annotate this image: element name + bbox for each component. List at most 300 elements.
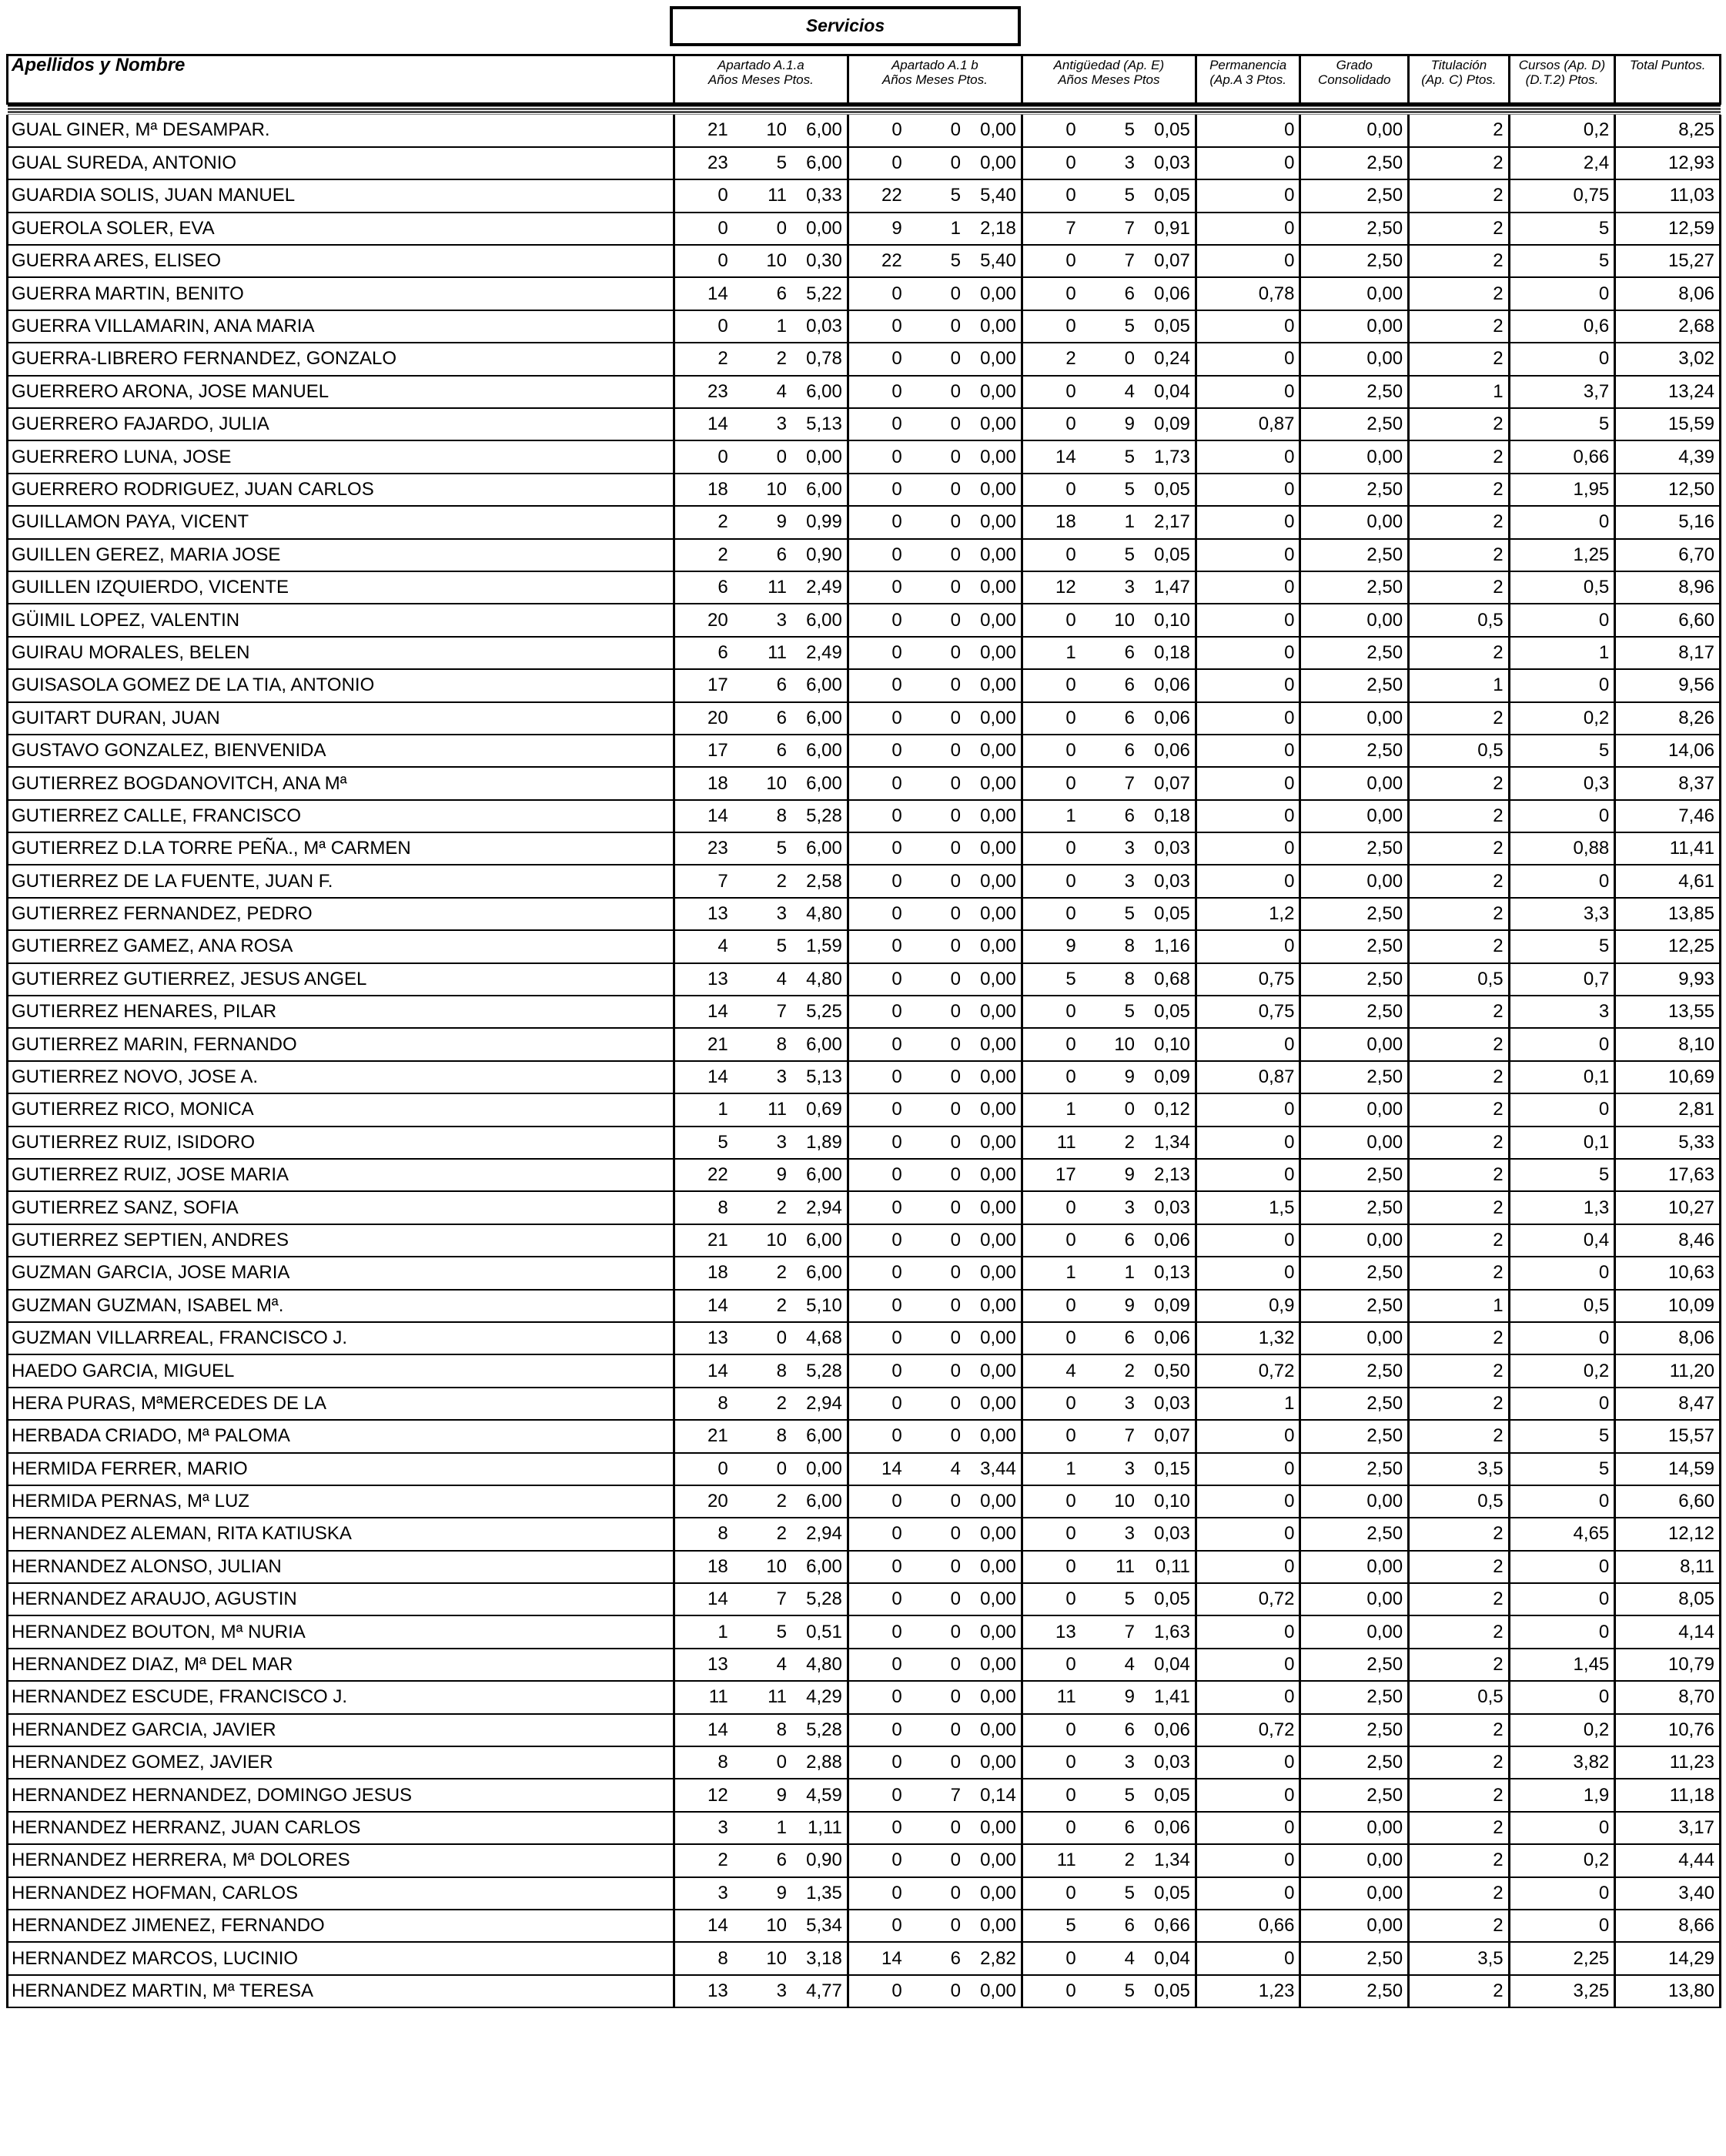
cell-value: 6,00 <box>791 376 848 408</box>
cell-value: 0 <box>1509 1388 1615 1420</box>
cell-value: 0 <box>907 1388 965 1420</box>
cell-value: 20 <box>674 702 732 735</box>
cell-value: 4 <box>733 376 791 408</box>
cell-value: 4,14 <box>1615 1615 1721 1648</box>
cell-value: 11 <box>1022 1844 1080 1876</box>
cell-value: 22 <box>848 245 906 277</box>
cell-value: 2 <box>1409 343 1510 375</box>
cell-value: 0,06 <box>1139 702 1196 735</box>
cell-value: 5 <box>1509 1159 1615 1191</box>
cell-value: 1 <box>1022 637 1080 669</box>
table-row <box>8 1354 1721 1387</box>
cell-value: 2 <box>1409 1257 1510 1289</box>
cell-value: 2 <box>1409 1354 1510 1387</box>
cell-value: 2 <box>1081 1354 1139 1387</box>
cell-value: 2,49 <box>791 571 848 604</box>
cell-value: 5 <box>1081 115 1139 147</box>
cell-value: 0,00 <box>965 604 1022 636</box>
cell-value: 21 <box>674 1028 732 1060</box>
cell-value: 11,18 <box>1615 1779 1721 1811</box>
cell-value: 0,00 <box>791 440 848 473</box>
cell-value: 0 <box>1196 1844 1300 1876</box>
cell-value: 5 <box>907 179 965 212</box>
cell-value: 6,00 <box>791 1551 848 1583</box>
cell-value: 0,00 <box>965 1485 1022 1518</box>
cell-name: GUTIERREZ SEPTIEN, ANDRES <box>8 1224 674 1257</box>
cell-value: 8 <box>674 1191 732 1224</box>
cell-value: 5 <box>1022 1910 1080 1942</box>
cell-value: 5 <box>1509 1420 1615 1452</box>
table-row <box>8 1093 1721 1126</box>
cell-value: 0,00 <box>1300 1844 1409 1876</box>
cell-value: 4 <box>674 930 732 962</box>
cell-value: 0,05 <box>1139 474 1196 506</box>
cell-value: 10 <box>1081 1028 1139 1060</box>
cell-value: 5 <box>1081 310 1139 343</box>
table-row <box>8 930 1721 962</box>
cell-value: 0,00 <box>1300 1485 1409 1518</box>
cell-value: 0,2 <box>1509 1844 1615 1876</box>
cell-value: 5,28 <box>791 1354 848 1387</box>
cell-value: 0,00 <box>965 669 1022 701</box>
cell-value: 3,40 <box>1615 1877 1721 1910</box>
cell-value: 0,00 <box>965 1615 1022 1648</box>
cell-value: 0 <box>1196 1257 1300 1289</box>
cell-value: 5 <box>1509 213 1615 245</box>
cell-value: 2,50 <box>1300 1649 1409 1681</box>
table-row <box>8 1518 1721 1550</box>
cell-value: 0,00 <box>1300 1615 1409 1648</box>
cell-value: 2 <box>1409 865 1510 897</box>
cell-value: 2 <box>733 1191 791 1224</box>
cell-value: 0 <box>1022 1290 1080 1322</box>
cell-value: 0 <box>848 930 906 962</box>
cell-value: 0,00 <box>965 1812 1022 1844</box>
cell-value: 0 <box>907 506 965 538</box>
cell-value: 11 <box>1022 1127 1080 1159</box>
cell-value: 0,00 <box>965 571 1022 604</box>
cell-value: 0 <box>1196 832 1300 865</box>
cell-value: 0,00 <box>965 1649 1022 1681</box>
cell-value: 0 <box>674 245 732 277</box>
cell-value: 0,06 <box>1139 669 1196 701</box>
cell-value: 0,03 <box>1139 147 1196 179</box>
cell-value: 2,50 <box>1300 996 1409 1028</box>
cell-value: 0 <box>1022 1812 1080 1844</box>
cell-value: 0 <box>907 408 965 440</box>
cell-value: 2,25 <box>1509 1942 1615 1974</box>
cell-value: 0,00 <box>965 865 1022 897</box>
cell-value: 2 <box>674 506 732 538</box>
cell-value: 0 <box>848 604 906 636</box>
cell-value: 0 <box>1196 767 1300 799</box>
cell-value: 0,03 <box>1139 865 1196 897</box>
cell-value: 3 <box>674 1877 732 1910</box>
cell-value: 2 <box>1081 1844 1139 1876</box>
cell-value: 0 <box>1022 1518 1080 1550</box>
cell-value: 0,05 <box>1139 1583 1196 1615</box>
table-row <box>8 376 1721 408</box>
cell-value: 6 <box>1081 1910 1139 1942</box>
cell-value: 20 <box>674 1485 732 1518</box>
cell-value: 15,59 <box>1615 408 1721 440</box>
cell-name: HERNANDEZ HERRANZ, JUAN CARLOS <box>8 1812 674 1844</box>
cell-value: 1,2 <box>1196 898 1300 930</box>
cell-value: 0 <box>848 1191 906 1224</box>
table-row <box>8 179 1721 212</box>
cell-value: 5,13 <box>791 408 848 440</box>
table-row <box>8 1649 1721 1681</box>
table-row <box>8 1975 1721 2007</box>
cell-value: 2,50 <box>1300 963 1409 996</box>
cell-value: 0,1 <box>1509 1127 1615 1159</box>
cell-value: 0 <box>1022 865 1080 897</box>
cell-value: 0,78 <box>1196 277 1300 310</box>
cell-value: 0 <box>848 832 906 865</box>
table-row <box>8 1388 1721 1420</box>
cell-value: 0,78 <box>791 343 848 375</box>
cell-value: 2,49 <box>791 637 848 669</box>
cell-value: 0,00 <box>965 996 1022 1028</box>
cell-value: 0 <box>907 115 965 147</box>
cell-value: 21 <box>674 115 732 147</box>
cell-value: 0,9 <box>1196 1290 1300 1322</box>
cell-value: 8,46 <box>1615 1224 1721 1257</box>
cell-value: 8 <box>733 1354 791 1387</box>
cell-value: 2,50 <box>1300 669 1409 701</box>
cell-value: 0,2 <box>1509 702 1615 735</box>
cell-value: 5 <box>1509 735 1615 767</box>
cell-value: 2 <box>1409 767 1510 799</box>
cell-value: 0 <box>907 1485 965 1518</box>
scores-table <box>6 54 1721 2008</box>
cell-value: 2,50 <box>1300 179 1409 212</box>
cell-value: 1,47 <box>1139 571 1196 604</box>
cell-value: 2,50 <box>1300 213 1409 245</box>
cell-value: 4 <box>1081 1649 1139 1681</box>
cell-value: 0 <box>907 1322 965 1354</box>
cell-value: 11 <box>1081 1551 1139 1583</box>
cell-value: 1,89 <box>791 1127 848 1159</box>
cell-value: 6,00 <box>791 702 848 735</box>
cell-value: 10,76 <box>1615 1714 1721 1746</box>
cell-value: 0 <box>1196 930 1300 962</box>
cell-value: 3 <box>733 1127 791 1159</box>
cell-value: 14 <box>674 1910 732 1942</box>
cell-name: GUZMAN VILLARREAL, FRANCISCO J. <box>8 1322 674 1354</box>
cell-value: 0 <box>848 669 906 701</box>
cell-value: 0 <box>848 1910 906 1942</box>
cell-value: 6,00 <box>791 474 848 506</box>
cell-value: 6,00 <box>791 832 848 865</box>
cell-name: GUTIERREZ SANZ, SOFIA <box>8 1191 674 1224</box>
cell-value: 6,00 <box>791 115 848 147</box>
cell-value: 3 <box>1081 1453 1139 1485</box>
cell-value: 6 <box>733 702 791 735</box>
cell-value: 6,00 <box>791 735 848 767</box>
cell-value: 5 <box>1081 996 1139 1028</box>
cell-name: HERNANDEZ MARTIN, Mª TERESA <box>8 1975 674 2007</box>
cell-value: 2 <box>1409 898 1510 930</box>
table-row <box>8 1061 1721 1093</box>
cell-value: 5,16 <box>1615 506 1721 538</box>
cell-value: 0 <box>907 1354 965 1387</box>
cell-value: 7 <box>1022 213 1080 245</box>
cell-value: 0 <box>1081 1093 1139 1126</box>
cell-value: 8 <box>733 1714 791 1746</box>
cell-value: 13,24 <box>1615 376 1721 408</box>
cell-value: 0,10 <box>1139 1028 1196 1060</box>
table-row <box>8 147 1721 179</box>
cell-value: 2 <box>733 1388 791 1420</box>
cell-value: 2 <box>1409 1093 1510 1126</box>
cell-value: 5 <box>733 147 791 179</box>
cell-value: 5,40 <box>965 245 1022 277</box>
cell-value: 0,04 <box>1139 1649 1196 1681</box>
cell-value: 0 <box>1022 898 1080 930</box>
cell-value: 0 <box>848 1388 906 1420</box>
cell-value: 0 <box>733 1322 791 1354</box>
cell-value: 0 <box>1196 800 1300 832</box>
cell-value: 0 <box>907 440 965 473</box>
cell-value: 0 <box>848 702 906 735</box>
cell-value: 5,22 <box>791 277 848 310</box>
cell-value: 6,00 <box>791 1485 848 1518</box>
cell-value: 0 <box>848 1975 906 2007</box>
cell-value: 0,00 <box>965 1224 1022 1257</box>
cell-value: 0 <box>1196 1127 1300 1159</box>
cell-value: 3 <box>1081 832 1139 865</box>
cell-value: 0 <box>848 1093 906 1126</box>
cell-value: 0 <box>848 440 906 473</box>
header-name: Apellidos y Nombre <box>8 55 674 104</box>
cell-value: 5 <box>907 245 965 277</box>
cell-value: 0 <box>907 474 965 506</box>
cell-value: 0 <box>1022 1583 1080 1615</box>
cell-value: 21 <box>674 1420 732 1452</box>
cell-value: 4 <box>1022 1354 1080 1387</box>
cell-value: 0 <box>1022 1877 1080 1910</box>
cell-value: 0 <box>1196 1649 1300 1681</box>
cell-value: 0 <box>1022 735 1080 767</box>
cell-value: 0,00 <box>965 898 1022 930</box>
cell-value: 0 <box>848 1257 906 1289</box>
cell-name: HERMIDA PERNAS, Mª LUZ <box>8 1485 674 1518</box>
cell-value: 4 <box>907 1453 965 1485</box>
cell-value: 3 <box>1081 147 1139 179</box>
cell-value: 14 <box>674 1354 732 1387</box>
cell-value: 3,82 <box>1509 1746 1615 1779</box>
cell-value: 0,2 <box>1509 1354 1615 1387</box>
cell-value: 14 <box>1022 440 1080 473</box>
cell-value: 2 <box>1409 996 1510 1028</box>
cell-value: 0 <box>1509 1681 1615 1713</box>
cell-value: 0,5 <box>1409 1681 1510 1713</box>
cell-value: 0 <box>1022 1779 1080 1811</box>
cell-value: 0,00 <box>1300 343 1409 375</box>
cell-value: 0 <box>1022 1975 1080 2007</box>
cell-value: 2,4 <box>1509 147 1615 179</box>
cell-value: 0 <box>1509 1257 1615 1289</box>
cell-value: 9 <box>1081 1681 1139 1713</box>
cell-value: 5 <box>1081 1877 1139 1910</box>
cell-value: 0,00 <box>1300 115 1409 147</box>
cell-value: 2 <box>1409 1779 1510 1811</box>
cell-value: 2,50 <box>1300 1681 1409 1713</box>
cell-value: 0 <box>1509 1485 1615 1518</box>
cell-value: 2 <box>1409 1583 1510 1615</box>
table-row <box>8 1551 1721 1583</box>
cell-value: 0 <box>1022 1028 1080 1060</box>
cell-value: 15,27 <box>1615 245 1721 277</box>
table-row <box>8 1453 1721 1485</box>
cell-value: 0 <box>733 440 791 473</box>
cell-value: 0,4 <box>1509 1224 1615 1257</box>
cell-value: 0,00 <box>1300 1910 1409 1942</box>
cell-value: 0 <box>1509 1551 1615 1583</box>
cell-value: 0 <box>1196 1746 1300 1779</box>
cell-value: 1,32 <box>1196 1322 1300 1354</box>
table-row <box>8 832 1721 865</box>
header-total: Total Puntos. <box>1615 55 1721 104</box>
cell-value: 0,03 <box>1139 1191 1196 1224</box>
cell-value: 0 <box>848 767 906 799</box>
cell-value: 0 <box>907 1910 965 1942</box>
cell-value: 14 <box>674 996 732 1028</box>
cell-value: 0 <box>1022 832 1080 865</box>
cell-value: 0,00 <box>965 1877 1022 1910</box>
cell-name: GUZMAN GARCIA, JOSE MARIA <box>8 1257 674 1289</box>
cell-value: 0 <box>907 1127 965 1159</box>
cell-value: 10 <box>733 1910 791 1942</box>
cell-value: 0,05 <box>1139 996 1196 1028</box>
cell-name: HERNANDEZ HERRERA, Mª DOLORES <box>8 1844 674 1876</box>
cell-value: 1,63 <box>1139 1615 1196 1648</box>
cell-value: 0 <box>1196 1093 1300 1126</box>
cell-value: 0 <box>907 1975 965 2007</box>
cell-name: GUTIERREZ GUTIERREZ, JESUS ANGEL <box>8 963 674 996</box>
cell-value: 5 <box>733 832 791 865</box>
cell-value: 6 <box>733 539 791 571</box>
cell-name: GUTIERREZ RUIZ, ISIDORO <box>8 1127 674 1159</box>
cell-value: 17 <box>674 669 732 701</box>
cell-value: 7 <box>907 1779 965 1811</box>
cell-value: 0,00 <box>965 1551 1022 1583</box>
cell-value: 2,88 <box>791 1746 848 1779</box>
cell-value: 2 <box>1409 179 1510 212</box>
cell-name: HERMIDA FERRER, MARIO <box>8 1453 674 1485</box>
cell-value: 0,00 <box>965 1159 1022 1191</box>
cell-value: 0 <box>848 1159 906 1191</box>
cell-value: 0 <box>1022 1420 1080 1452</box>
cell-value: 0,00 <box>1300 1877 1409 1910</box>
cell-value: 1 <box>1409 376 1510 408</box>
cell-value: 2 <box>1409 440 1510 473</box>
cell-value: 3 <box>733 408 791 440</box>
table-row <box>8 604 1721 636</box>
cell-value: 6,00 <box>791 1028 848 1060</box>
cell-name: GUITART DURAN, JUAN <box>8 702 674 735</box>
cell-value: 0 <box>848 1615 906 1648</box>
cell-value: 0,05 <box>1139 1779 1196 1811</box>
cell-value: 0 <box>1196 147 1300 179</box>
cell-value: 23 <box>674 147 732 179</box>
table-row <box>8 1159 1721 1191</box>
cell-value: 2 <box>1409 506 1510 538</box>
cell-value: 9 <box>1081 1290 1139 1322</box>
cell-value: 4,80 <box>791 1649 848 1681</box>
cell-value: 5 <box>1081 1583 1139 1615</box>
cell-value: 0 <box>907 1877 965 1910</box>
table-row <box>8 637 1721 669</box>
cell-value: 0,5 <box>1409 963 1510 996</box>
cell-value: 0 <box>907 1649 965 1681</box>
cell-name: GUISASOLA GOMEZ DE LA TIA, ANTONIO <box>8 669 674 701</box>
cell-value: 9 <box>848 213 906 245</box>
cell-value: 0,66 <box>1196 1910 1300 1942</box>
cell-value: 2 <box>1409 1061 1510 1093</box>
cell-value: 1,59 <box>791 930 848 962</box>
cell-value: 0 <box>907 1420 965 1452</box>
cell-value: 2 <box>1409 1877 1510 1910</box>
cell-value: 0 <box>848 898 906 930</box>
cell-value: 0,11 <box>1139 1551 1196 1583</box>
cell-value: 0,75 <box>1509 179 1615 212</box>
cell-value: 1,25 <box>1509 539 1615 571</box>
cell-value: 10 <box>733 767 791 799</box>
cell-value: 0 <box>1509 1583 1615 1615</box>
cell-value: 6 <box>733 735 791 767</box>
cell-value: 5,28 <box>791 1583 848 1615</box>
cell-value: 0 <box>1509 669 1615 701</box>
cell-value: 0 <box>1022 277 1080 310</box>
cell-value: 0 <box>1196 1028 1300 1060</box>
cell-value: 0 <box>907 1583 965 1615</box>
cell-value: 0 <box>907 277 965 310</box>
cell-value: 4,39 <box>1615 440 1721 473</box>
cell-value: 3 <box>1081 1746 1139 1779</box>
cell-value: 1 <box>1022 800 1080 832</box>
cell-value: 0,03 <box>1139 832 1196 865</box>
cell-value: 0,00 <box>965 1191 1022 1224</box>
cell-value: 0,00 <box>1300 1028 1409 1060</box>
cell-value: 8 <box>733 1028 791 1060</box>
cell-value: 0 <box>1196 865 1300 897</box>
cell-value: 2,50 <box>1300 1779 1409 1811</box>
cell-value: 3,18 <box>791 1942 848 1974</box>
cell-value: 0,00 <box>965 440 1022 473</box>
cell-value: 13,55 <box>1615 996 1721 1028</box>
cell-value: 4,65 <box>1509 1518 1615 1550</box>
cell-value: 0 <box>1022 1191 1080 1224</box>
cell-name: GUILLEN GEREZ, MARIA JOSE <box>8 539 674 571</box>
cell-value: 8,25 <box>1615 115 1721 147</box>
table-row <box>8 767 1721 799</box>
cell-value: 0,10 <box>1139 604 1196 636</box>
cell-value: 2,50 <box>1300 1518 1409 1550</box>
cell-value: 0,00 <box>965 1028 1022 1060</box>
cell-value: 2 <box>674 343 732 375</box>
cell-value: 1 <box>1022 1093 1080 1126</box>
table-row <box>8 1746 1721 1779</box>
cell-value: 0,00 <box>1300 1322 1409 1354</box>
cell-value: 0,07 <box>1139 245 1196 277</box>
cell-value: 1 <box>1196 1388 1300 1420</box>
cell-value: 17,63 <box>1615 1159 1721 1191</box>
cell-value: 8 <box>1081 963 1139 996</box>
cell-value: 0 <box>1196 1518 1300 1550</box>
cell-value: 2,50 <box>1300 1354 1409 1387</box>
